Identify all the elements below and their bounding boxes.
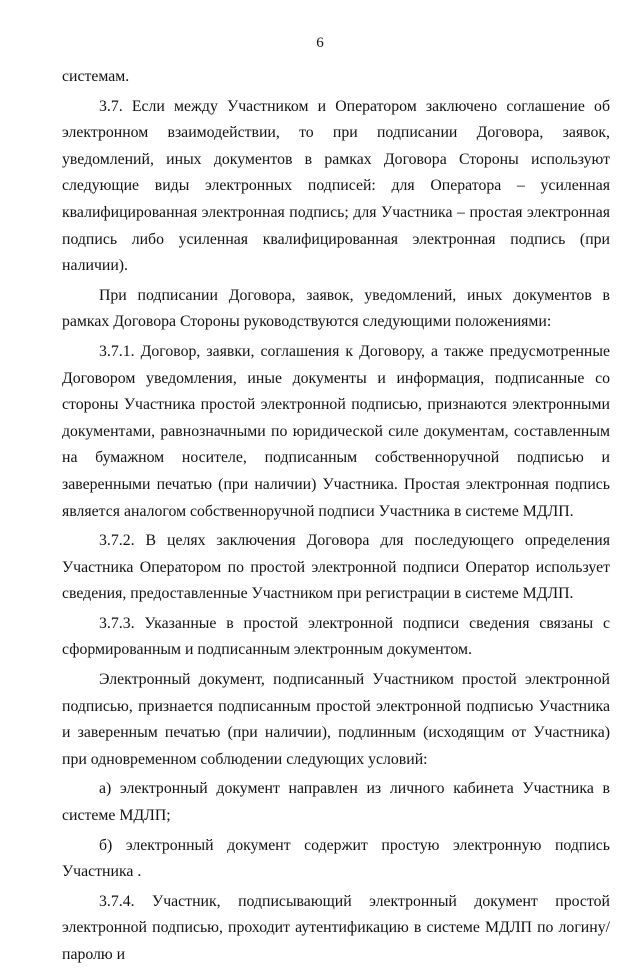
paragraph-continuation: системам. <box>62 68 130 85</box>
document-body <box>62 64 610 969</box>
paragraph-3-7-4: 3.7.4. Участник, подписывающий электронный документ простой электронной подписью, проходит аутентификацию в системе МДЛП по логину/паролю и <box>62 892 610 963</box>
paragraph-3-7-1: 3.7.1. Договор, заявки, соглашения к Договору, а также предусмотренные Договором уведомления, иные документы и информация, подписанные со стороны Участника простой электронной подписью, признаются электронными документами, равнозначными по юридической силе документам, составленным на бумажном носителе, подписанным собственноручной подписью и заверенными печатью (при наличии) Участника. Простая электронная подпись является аналогом собственноручной подписи Участника в системе МДЛП. <box>62 342 610 520</box>
list-item-a: а) электронный документ направлен из личного кабинета Участника в системе МДЛП; <box>62 780 610 825</box>
paragraph-electronic-document: Электронный документ, подписанный Участником простой электронной подписью, признается подписанным простой электронной подписью Участника и заверенным печатью (при наличии), подлинным (исходящим от Участника) при одновременном соблюдении следующих условий: <box>62 671 610 768</box>
paragraph-3-7: 3.7. Если между Участником и Оператором заключено соглашение об электронном взаимодействии, то при подписании Договора, заявок, уведомлений, иных документов в рамках Договора Стороны используют следующие виды электронных подписей: для Оператора – усиленная квалифицированная электронная подпись; для Участника – простая электронная подпись либо усиленная квалифицированная электронная подпись (при наличии). <box>62 97 610 275</box>
list-item-b: б) электронный документ содержит простую электронную подпись Участника . <box>62 836 610 881</box>
paragraph-3-7-3: 3.7.3. Указанные в простой электронной подписи сведения связаны с сформированным и подписанным электронным документом. <box>62 614 610 659</box>
paragraph-3-7-2: 3.7.2. В целях заключения Договора для последующего определения Участника Оператором по простой электронной подписи Оператор использует сведения, предоставленные Участником при регистрации в системе МДЛП. <box>62 532 610 603</box>
page-number: 6 <box>316 35 324 51</box>
paragraph-signing-provisions: При подписании Договора, заявок, уведомлений, иных документов в рамках Договора Стороны руководствуются следующими положениями: <box>62 286 610 331</box>
